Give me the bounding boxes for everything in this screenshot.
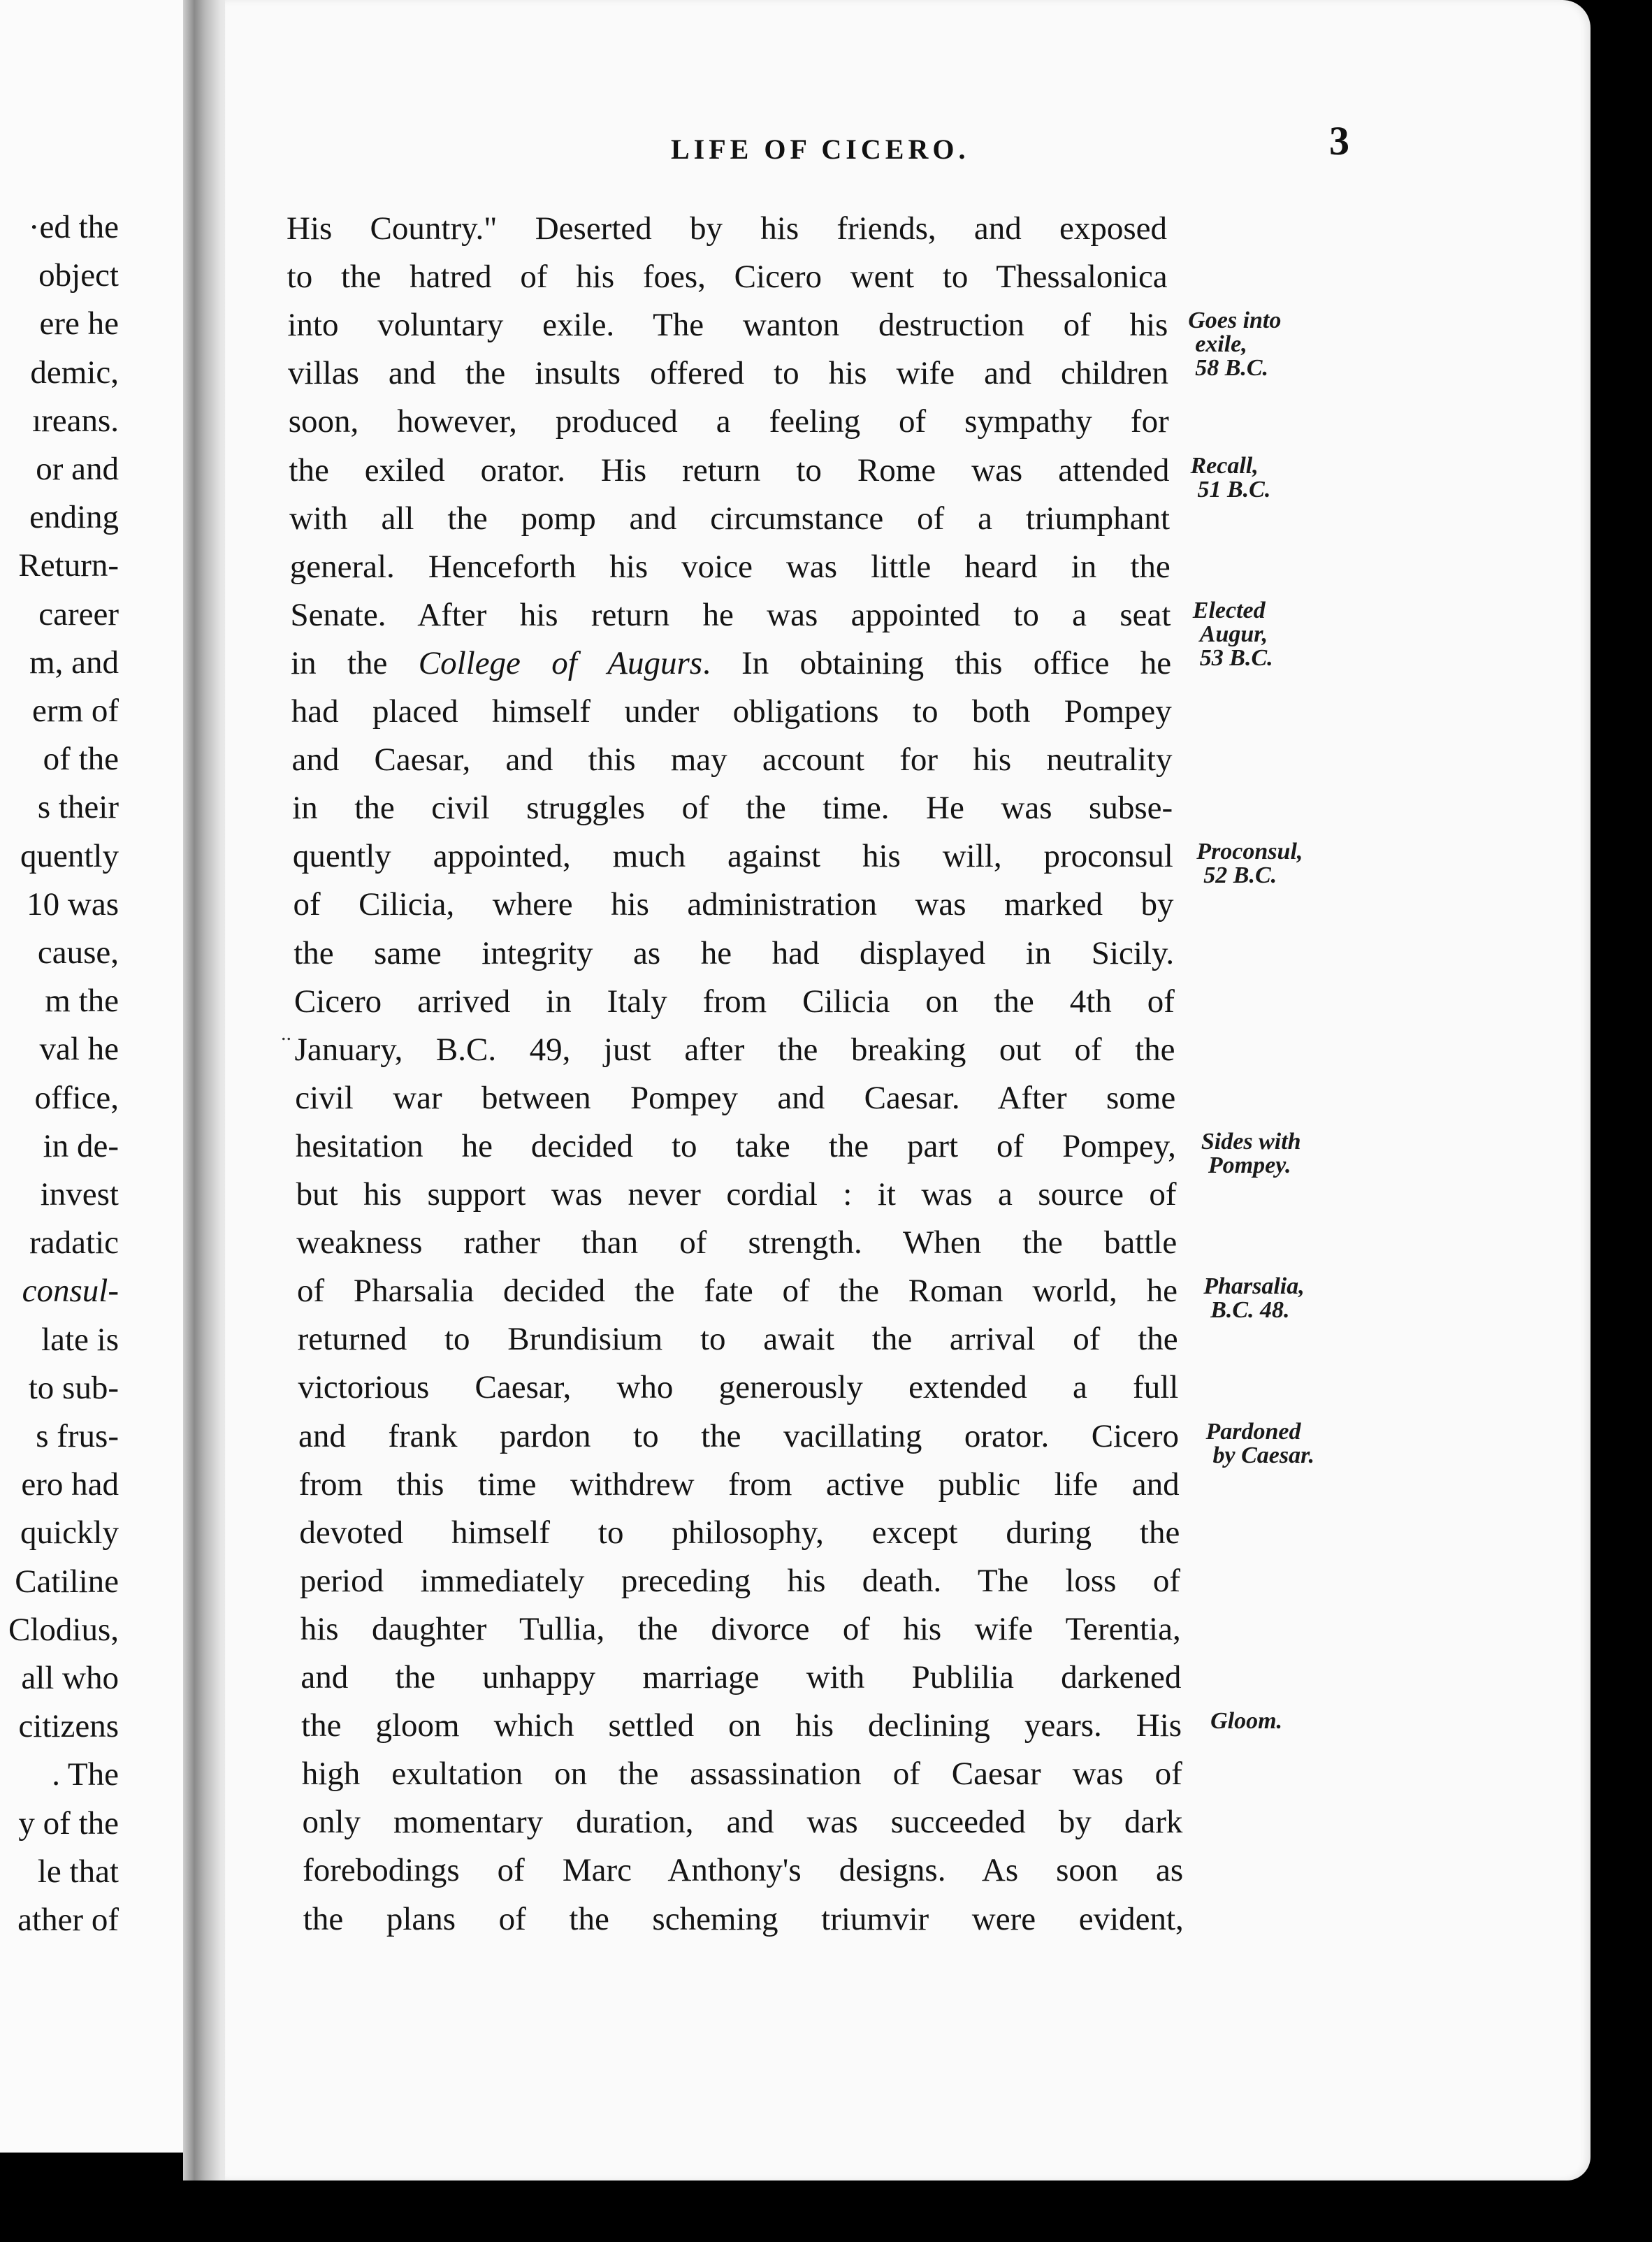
side-note-line: Gloom. — [1210, 1708, 1283, 1735]
left-page-line: m the — [45, 983, 119, 1020]
body-line: of Pharsalia decided the fate of the Roman world, he — [296, 1273, 1178, 1310]
body-line: had placed himself under obligations to both Pompey — [291, 693, 1172, 730]
body-line: hesitation he decided to take the part of Pompey, — [295, 1127, 1176, 1164]
side-note-line: Sides with — [1201, 1128, 1301, 1155]
body-line: from this time withdrew from active public life and — [298, 1466, 1180, 1503]
body-line: villas and the insults offered to his wife and children — [288, 355, 1169, 392]
side-note-line: Pharsalia, — [1203, 1273, 1305, 1300]
side-note-line: Augur, — [1199, 621, 1268, 647]
body-line: only momentary duration, and was succeeded by dark — [302, 1804, 1183, 1841]
body-line: and Caesar, and this may account for his neutrality — [291, 742, 1173, 779]
left-page-line: career — [38, 595, 119, 632]
body-line: high exultation on the assassination of Caesar was of — [301, 1756, 1182, 1793]
left-page-line: in de- — [43, 1127, 119, 1164]
body-line: the exiled orator. His return to Rome was attended — [289, 451, 1170, 489]
left-page-line: late is — [41, 1321, 119, 1358]
left-page-line: ·ed the — [28, 209, 119, 245]
page-number: 3 — [1329, 118, 1349, 164]
left-page-line: erm of — [32, 693, 119, 729]
left-page-line: ere he — [39, 305, 119, 342]
left-facing-page — [0, 0, 203, 2153]
body-line: forebodings of Marc Anthony's designs. As soon as — [303, 1852, 1184, 1889]
left-page-line: ero had — [21, 1466, 119, 1503]
body-line-text: . In obtaining this office he — [702, 644, 1172, 681]
body-line: the gloom which settled on his declining years. His — [301, 1707, 1182, 1744]
side-note-line: 53 B.C. — [1199, 644, 1273, 671]
side-note — [1201, 1130, 1301, 1178]
italic-term: College of Augurs — [418, 644, 703, 681]
body-line: Senate. After his return he was appointed to a seat — [290, 596, 1171, 633]
running-head: LIFE OF CICERO. — [671, 133, 970, 165]
left-page-line: ather of — [17, 1902, 119, 1938]
body-line: into voluntary exile. The wanton destruction of his — [287, 307, 1168, 344]
body-line: victorious Caesar, who generously extended a full — [298, 1369, 1179, 1406]
body-line: with all the pomp and circumstance of a triumphant — [289, 500, 1171, 537]
left-page-line: s their — [37, 789, 119, 826]
left-page-line: to sub- — [28, 1369, 119, 1406]
left-page-line: ıreans. — [32, 402, 119, 439]
body-line: but his support was never cordial : it was a source of — [296, 1176, 1177, 1213]
right-page — [225, 0, 1591, 2180]
body-line: soon, however, produced a feeling of sympathy for — [288, 403, 1169, 440]
body-line: His Country." Deserted by his friends, and exposed — [287, 210, 1167, 247]
left-page-line: . The — [52, 1756, 119, 1793]
body-line: to the hatred of his foes, Cicero went to Thessalonica — [287, 259, 1168, 296]
left-page-line: or and — [36, 451, 119, 487]
body-line: in the civil struggles of the time. He was subse- — [292, 790, 1173, 827]
left-page-line: quently — [20, 837, 119, 874]
body-line: devoted himself to philosophy, except during the — [299, 1514, 1180, 1551]
left-page-line: ending — [29, 499, 119, 536]
side-note-line: 52 B.C. — [1203, 862, 1277, 889]
body-line: general. Henceforth his voice was little heard in the — [289, 548, 1171, 585]
left-page-line: consul- — [22, 1273, 119, 1310]
body-line: quently appointed, much against his will, proconsul — [292, 838, 1173, 875]
body-line-text: in the — [291, 644, 419, 681]
left-page-line: office, — [34, 1079, 119, 1116]
body-line: and frank pardon to the vacillating orator. Cicero — [298, 1417, 1179, 1454]
side-note — [1206, 1420, 1314, 1468]
side-note-line: 58 B.C. — [1195, 355, 1269, 382]
side-note-line: Pardoned — [1205, 1418, 1301, 1445]
left-page-line: all who — [21, 1660, 119, 1696]
side-note — [1203, 1275, 1305, 1322]
side-note-line: Elected — [1192, 597, 1266, 623]
side-note-line: Goes into — [1188, 308, 1282, 334]
side-note-line: Pompey. — [1208, 1152, 1291, 1178]
side-note-line: Recall, — [1190, 452, 1259, 479]
left-page-line: val he — [39, 1031, 119, 1068]
body-line: his daughter Tullia, the divorce of his wife Terentia, — [300, 1610, 1181, 1647]
left-page-line: quickly — [20, 1514, 119, 1552]
left-page-line: Return- — [18, 547, 119, 584]
body-line: weakness rather than of strength. When the battle — [296, 1224, 1178, 1261]
side-note-line: Proconsul, — [1196, 839, 1303, 865]
body-line: the plans of the scheming triumvir were evident, — [303, 1900, 1184, 1937]
body-line: civil war between Pompey and Caesar. After some — [295, 1079, 1176, 1116]
side-note — [1196, 840, 1303, 888]
side-note — [1193, 599, 1273, 670]
left-page-line: Catiline — [15, 1563, 119, 1600]
left-page-line: s frus- — [36, 1418, 119, 1454]
body-line: and the unhappy marriage with Publilia darkened — [300, 1659, 1182, 1695]
body-line: returned to Brundisium to await the arrival of the — [297, 1321, 1178, 1358]
left-page-line: le that — [37, 1853, 119, 1890]
side-note-line: B.C. 48. — [1210, 1297, 1290, 1324]
left-page-line: invest — [40, 1176, 119, 1213]
body-line: January, B.C. 49, just after the breaking out of the — [294, 1031, 1175, 1068]
side-note — [1188, 309, 1281, 380]
side-note-line: 51 B.C. — [1197, 476, 1271, 502]
left-page-line: object — [38, 257, 119, 294]
body-line — [291, 644, 1171, 682]
left-page-line: demic, — [30, 354, 119, 391]
body-line: of Cilicia, where his administration was marked by — [293, 886, 1174, 923]
stray-print-mark: .. — [281, 1022, 291, 1045]
left-page-line: m, and — [29, 644, 119, 681]
body-line: the same integrity as he had displayed in Sicily. — [294, 934, 1175, 971]
left-page-line: 10 was — [27, 885, 119, 923]
left-page-line: cause, — [37, 934, 119, 971]
left-page-line: citizens — [18, 1708, 119, 1745]
left-page-line: Clodius, — [8, 1611, 119, 1648]
left-page-line: radatic — [29, 1224, 119, 1261]
body-line: Cicero arrived in Italy from Cilicia on the 4th of — [294, 983, 1175, 1020]
body-line: period immediately preceding his death. The loss of — [300, 1562, 1181, 1599]
side-note-line: by Caesar. — [1212, 1442, 1314, 1468]
side-note-line: exile, — [1195, 331, 1247, 358]
side-note — [1191, 454, 1271, 502]
left-page-line: y of the — [18, 1805, 119, 1842]
side-note — [1210, 1709, 1282, 1733]
left-page-line: of the — [43, 741, 119, 778]
